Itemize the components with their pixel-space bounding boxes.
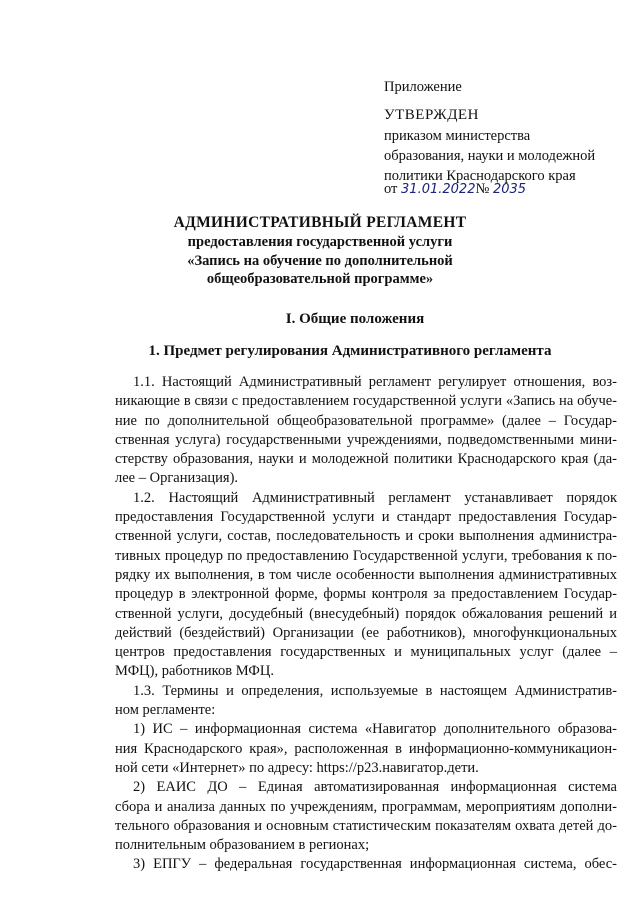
body-line: сбора и анализа данных по учреждениям, программам, мероприятиям дополни- — [115, 798, 617, 815]
body-line: 2) ЕАИС ДО – Единая автоматизированная информационная система — [133, 779, 617, 796]
body-line: полнительным образованием в регионах; — [115, 837, 370, 854]
body-line: МФЦ), работников МФЦ. — [115, 663, 274, 680]
body-line: процедур в электронной форме, формы контроля за предоставлением Государ- — [115, 586, 617, 603]
date-prefix: от — [384, 181, 398, 197]
appendix-label: Приложение — [384, 79, 462, 95]
body-line: 1.2. Настоящий Административный регламент устанавливает порядок — [133, 489, 617, 506]
approval-order — [384, 127, 634, 186]
body-line: лее – Организация). — [115, 470, 239, 487]
approved-label: УТВЕРЖДЕН — [384, 107, 479, 123]
body-line: тивных процедур по предоставлению Государственной услуги, требования к по- — [115, 547, 617, 564]
document-title — [160, 213, 480, 289]
body-line: ние по дополнительной общеобразовательной программе» (далее – Государ- — [115, 412, 617, 429]
body-line: стерству образования, науки и молодежной политики Краснодарского края (да- — [115, 451, 617, 468]
body-line: 1) ИС – информационная система «Навигатор дополнительного образова- — [133, 721, 617, 738]
body-line: 1.3. Термины и определения, используемые в настоящем Административ- — [133, 682, 617, 699]
body-line: рядку их выполнения, в том числе особенности выполнения административных — [115, 566, 617, 583]
body-line: никающие в связи с предоставлением государственной услуги «Запись на обуче- — [115, 393, 617, 410]
number-prefix: № — [475, 181, 490, 197]
body-line: ственной услуги, состав, последовательность и сроки выполнения администра- — [115, 528, 617, 545]
title-main: АДМИНИСТРАТИВНЫЙ РЕГЛАМЕНТ — [173, 214, 467, 231]
approval-date-line — [384, 181, 526, 198]
body-line: ном регламенте: — [115, 702, 216, 719]
body-line: действий (бездействий) Организации (ее работников), многофункциональных — [115, 624, 617, 641]
approval-line: образования, науки и молодежной — [384, 147, 596, 164]
body-line: ственная услуга) государственными учреждениями, подведомственными мини- — [115, 431, 617, 448]
body-line: тельного образования и основным статистическим показателям охвата детей до- — [115, 817, 617, 834]
body-line: предоставления Государственной услуги и стандарт предоставления Государ- — [115, 509, 617, 526]
handwritten-number: 2035 — [492, 182, 527, 197]
title-line: предоставления государственной услуги — [187, 234, 453, 250]
subsection-heading: 1. Предмет регулирования Административного регламента — [148, 343, 552, 359]
body-line: ния Краснодарского края», расположенная в информационно-коммуникацион- — [115, 740, 617, 757]
section-heading: I. Общие положения — [285, 311, 425, 327]
approval-line: приказом министерства — [384, 128, 531, 144]
approval-line: политики Краснодарского края — [384, 167, 576, 184]
body-line: 1.1. Настоящий Административный регламент регулирует отношения, воз- — [133, 374, 617, 390]
title-line: «Запись на обучение по дополнительной — [187, 252, 453, 269]
title-line: общеобразовательной программе» — [206, 271, 434, 287]
body-line: центров предоставления государственных и муниципальных услуг (далее – — [115, 644, 617, 661]
body-line: 3) ЕПГУ – федеральная государственная информационная система, обес- — [133, 856, 617, 873]
body-line: ственной услуги, досудебный (внесудебный) порядок обжалования решений и — [115, 605, 617, 622]
body-line: ной сети «Интернет» по адресу: https://р23.навигатор.дети. — [115, 759, 479, 776]
handwritten-date: 31.01.2022 — [401, 182, 476, 197]
regulation-body-text — [115, 373, 617, 875]
